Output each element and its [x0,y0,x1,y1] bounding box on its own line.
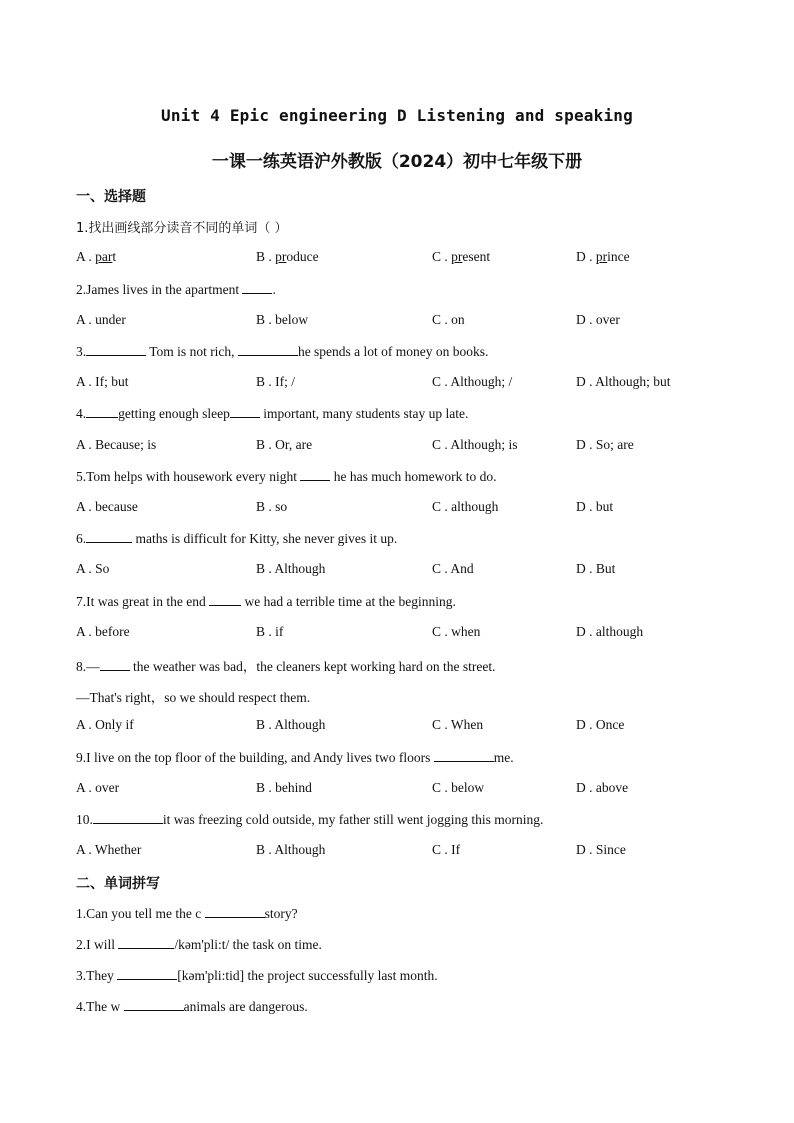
stem-text: 6. [76,531,87,546]
option-rest: ince [607,249,630,264]
option-b[interactable]: B . If; / [256,374,295,389]
option-rest: oduce [286,249,319,264]
answer-blank[interactable] [124,998,184,1011]
option-a[interactable]: A . because [76,499,138,514]
question-7-options [76,624,756,642]
answer-blank[interactable] [93,811,163,824]
question-2-stem [76,281,276,298]
stem-text: 4. [76,406,87,421]
stem-text: 10. [76,812,93,827]
stem-text: /kəm'pli:t/ the task on time. [174,937,322,952]
option-a[interactable]: A . If; but [76,374,129,389]
answer-blank[interactable] [300,468,330,481]
option-c[interactable]: C . When [432,717,484,732]
question-9-options [76,780,756,798]
option-d[interactable]: D . But [576,561,616,576]
question-8-stem [76,655,496,675]
option-c[interactable]: C . when [432,624,481,639]
answer-blank[interactable] [205,905,265,918]
stem-text: important, many students stay up late. [259,406,469,421]
question-10-options [76,842,756,860]
option-a[interactable]: A . Only if [76,717,134,732]
option-d[interactable]: D . although [576,624,644,639]
stem-text: 7.It was great in the end [76,594,210,609]
stem-text: animals are dangerous. [183,999,308,1014]
option-d[interactable]: D . Since [576,842,626,857]
option-d[interactable]: D . So; are [576,437,634,452]
option-a[interactable] [76,249,116,265]
answer-blank[interactable] [118,936,174,949]
answer-blank[interactable] [86,405,118,418]
option-a[interactable]: A . before [76,624,130,639]
answer-blank[interactable] [434,749,494,762]
question-8-reply: —That's right，so we should respect them. [76,690,311,705]
question-10-stem [76,811,543,828]
document-subtitle: 一课一练英语沪外教版（2024）初中七年级下册 [211,152,583,172]
stem-text: story? [264,906,298,921]
option-d[interactable] [576,249,630,265]
option-b[interactable]: B . below [256,312,309,327]
question-3-stem [76,343,488,360]
question-5-options [76,499,756,517]
stem-text: we had a terrible time at the beginning. [241,594,456,609]
answer-blank[interactable] [86,343,146,356]
option-label: A . [76,249,96,264]
option-c[interactable]: C . Although; / [432,374,513,389]
option-rest: esent [462,249,491,264]
option-c[interactable]: C . Although; is [432,437,518,452]
option-d[interactable]: D . but [576,499,614,514]
question-5-stem [76,468,497,485]
question-6-options [76,561,756,579]
spelling-4 [76,998,308,1015]
option-a[interactable]: A . Whether [76,842,142,857]
option-a[interactable]: A . under [76,312,126,327]
option-b[interactable]: B . so [256,499,288,514]
option-rest: t [112,249,117,264]
stem-text: 9.I live on the top floor of the building, and Andy lives two floors [76,750,434,765]
section-heading-choice: 一、选择题 [76,189,146,205]
option-b[interactable] [256,249,319,265]
question-2-options [76,312,756,330]
option-d[interactable]: D . Once [576,717,625,732]
stem-text: 2.James lives in the apartment [76,282,243,297]
stem-text: he spends a lot of money on books. [297,344,489,359]
question-8-options [76,717,756,735]
question-9-stem [76,749,514,766]
spelling-2 [76,936,322,953]
option-d[interactable]: D . Although; but [576,374,671,389]
option-d[interactable]: D . over [576,312,620,327]
section-heading-spelling: 二、单词拼写 [76,876,160,892]
stem-text: he has much homework to do. [330,469,497,484]
answer-blank[interactable] [117,967,177,980]
option-a[interactable]: A . Because; is [76,437,157,452]
question-1-options [76,249,756,267]
stem-text: it was freezing cold outside, my father still went jogging this morning. [162,812,544,827]
option-d[interactable]: D . above [576,780,629,795]
stem-text: Tom is not rich, [146,344,238,359]
option-c[interactable]: C . although [432,499,499,514]
question-4-options [76,437,756,455]
option-b[interactable]: B . Or, are [256,437,313,452]
spelling-3 [76,967,438,984]
option-a[interactable]: A . over [76,780,120,795]
option-label: D . [576,249,596,264]
stem-text: 2.I will [76,937,119,952]
option-b[interactable]: B . if [256,624,284,639]
stem-text: 3.They [76,968,118,983]
option-b[interactable]: B . Although [256,842,326,857]
stem-text: me. [493,750,514,765]
document-title: Unit 4 Epic engineering D Listening and speaking [161,106,633,125]
stem-text: 8.— [76,659,100,674]
underlined-letters: pr [275,249,287,264]
stem-text: 1.Can you tell me the c [76,906,205,921]
question-6-stem [76,530,397,547]
answer-blank[interactable] [238,343,298,356]
question-3-options [76,374,756,392]
stem-text: 5.Tom helps with housework every night [76,469,301,484]
option-c[interactable]: C . on [432,312,465,327]
option-c[interactable] [432,249,490,265]
option-a[interactable]: A . So [76,561,110,576]
stem-text: the weather was bad，the cleaners kept working hard on the street. [129,659,496,674]
spelling-1 [76,905,298,922]
question-4-stem [76,405,468,422]
option-c[interactable]: C . below [432,780,485,795]
stem-text: . [272,282,276,297]
option-label: B . [256,249,276,264]
stem-text: 3. [76,344,87,359]
option-c[interactable]: C . And [432,561,474,576]
stem-text: getting enough sleep [118,406,230,421]
option-label: C . [432,249,452,264]
answer-blank[interactable] [242,281,272,294]
answer-blank[interactable] [100,658,130,671]
option-b[interactable]: B . Although [256,561,326,576]
underlined-letters: par [95,249,113,264]
stem-text: 4.The w [76,999,124,1014]
answer-blank[interactable] [209,593,241,606]
answer-blank[interactable] [230,405,260,418]
option-b[interactable]: B . behind [256,780,312,795]
option-c[interactable]: C . If [432,842,461,857]
question-7-stem [76,593,456,610]
underlined-letters: pr [595,249,608,264]
option-b[interactable]: B . Although [256,717,326,732]
stem-text: maths is difficult for Kitty, she never gives it up. [132,531,398,546]
question-1-stem: 1.找出画线部分读音不同的单词（ ） [76,221,288,236]
stem-text: [kəm'pli:tid] the project successfully last month. [177,968,438,983]
underlined-letters: pr [451,249,463,264]
answer-blank[interactable] [86,530,132,543]
